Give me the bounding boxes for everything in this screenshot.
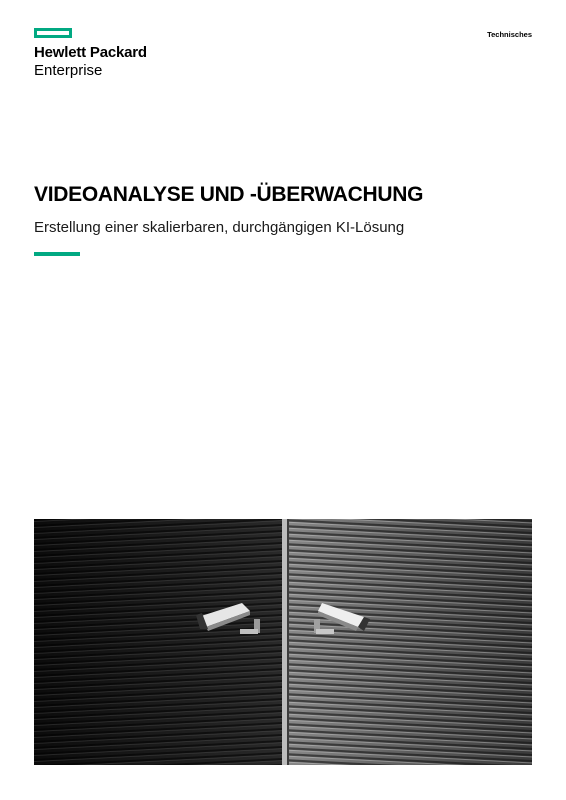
hpe-logo-element-icon (34, 28, 72, 38)
page-subtitle: Erstellung einer skalierbaren, durchgängigen KI-Lösung (34, 219, 405, 236)
document-type-label: Technisches (487, 30, 532, 39)
accent-divider (34, 252, 80, 256)
page-title: VIDEOANALYSE UND -ÜBERWACHUNG (34, 183, 424, 206)
logo-text-line1: Hewlett Packard (34, 44, 147, 61)
security-cameras-photo (34, 519, 532, 765)
logo-text-line2: Enterprise (34, 62, 103, 79)
hpe-logo (34, 28, 164, 82)
hero-image (34, 519, 532, 765)
